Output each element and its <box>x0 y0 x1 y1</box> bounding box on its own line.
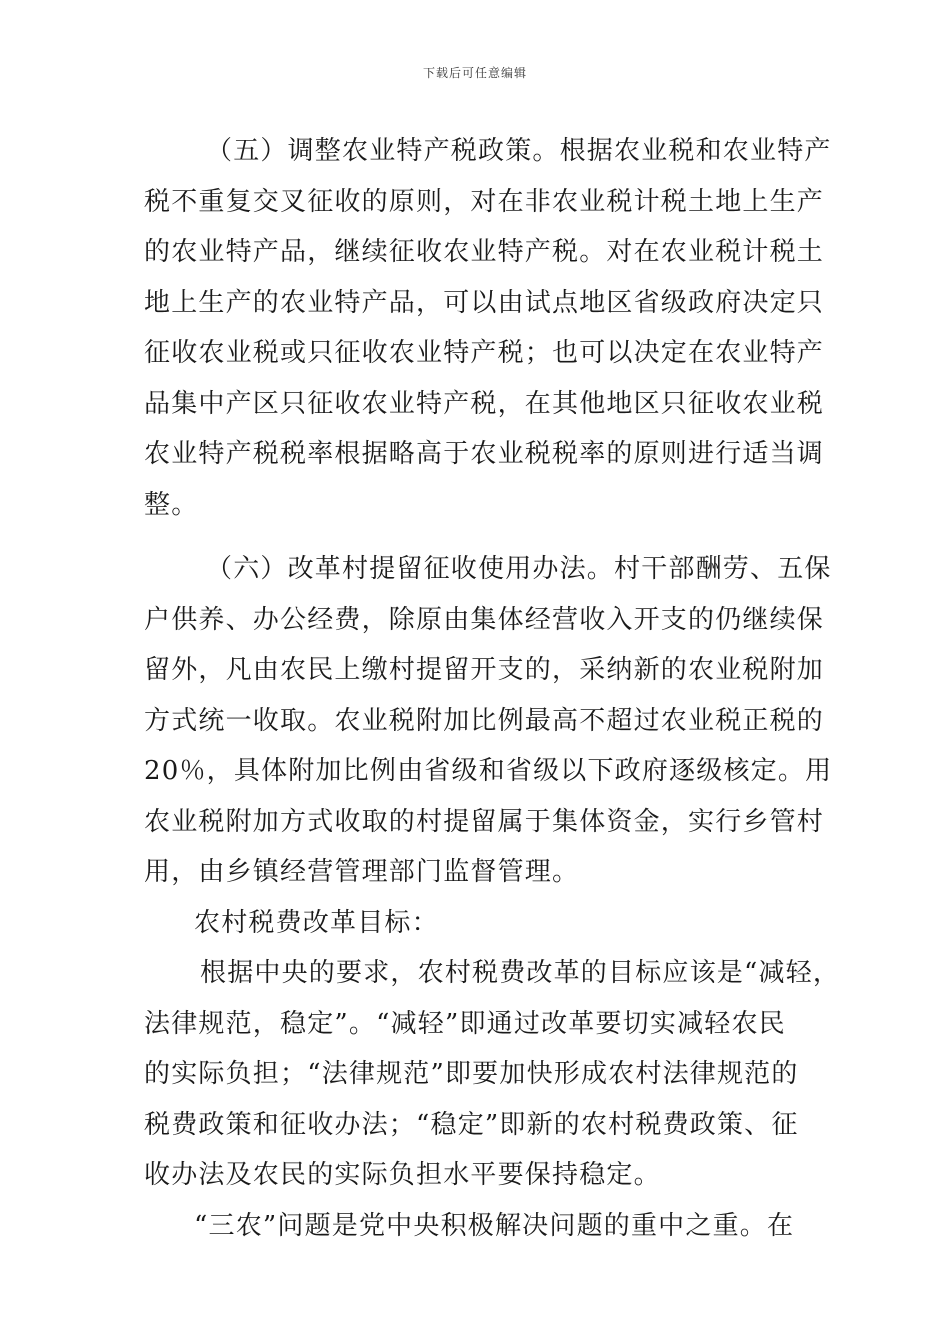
text-line: 收办法及农民的实际负担水平要保持稳定。 <box>144 1160 661 1190</box>
text-line: 的实际负担；“法律规范”即要加快形成农村法律规范的 <box>144 1059 799 1089</box>
reform-goal-paragraph <box>144 948 841 1201</box>
text-line: 税不重复交叉征收的原则，对在非农业税计税土地上生产 <box>144 186 825 217</box>
text-line: 品集中产区只征收农业特产税，在其他地区只征收农业税 <box>144 388 825 419</box>
text-line: 户供养、办公经费，除原由集体经营收入开支的仍继续保 <box>144 604 825 635</box>
text-line: “三农”问题是党中央积极解决问题的重中之重。在 <box>194 1210 795 1241</box>
text-line: 20％，具体附加比例由省级和省级以下政府逐级核定。用 <box>144 756 833 786</box>
text-line: （六）改革村提留征收使用办法。村干部酬劳、五保 <box>206 554 832 584</box>
text-line: 留外，凡由农民上缴村提留开支的，采纳新的农业税附加 <box>144 655 825 685</box>
paragraph-5 <box>144 126 832 530</box>
text-line: 整。 <box>144 489 199 520</box>
text-line: 农业特产税税率根据略高于农业税税率的原则进行适当调 <box>144 439 825 469</box>
text-line: 地上生产的农业特产品，可以由试点地区省级政府决定只 <box>144 287 825 318</box>
text-line: 的农业特产品，继续征收农业特产税。对在农业税计税土 <box>144 237 825 267</box>
page-header: 下载后可任意编辑 <box>422 66 527 80</box>
sannong-paragraph <box>144 1201 808 1252</box>
text-line: 农业税附加方式收取的村提留属于集体资金，实行乡管村 <box>144 806 825 837</box>
text-line: 根据中央的要求，农村税费改革的目标应该是“减轻， <box>200 958 841 988</box>
reform-goal-heading <box>144 898 808 949</box>
text-line: 法律规范，稳定”。“减轻”即通过改革要切实减轻农民 <box>144 1008 786 1039</box>
text-line: 税费政策和征收办法；“稳定”即新的农村税费政策、征 <box>144 1109 799 1140</box>
text-line: 用，由乡镇经营管理部门监督管理。 <box>144 857 580 887</box>
text-line: 方式统一收取。农业税附加比例最高不超过农业税正税的 <box>144 705 825 736</box>
text-line: 征收农业税或只征收农业特产税；也可以决定在农业特产 <box>144 338 825 368</box>
text-line: 农村税费改革目标： <box>194 907 439 938</box>
text-line: （五）调整农业特产税政策。根据农业税和农业特产 <box>206 136 832 166</box>
paragraph-6 <box>144 544 833 898</box>
document-body <box>144 126 841 1251</box>
